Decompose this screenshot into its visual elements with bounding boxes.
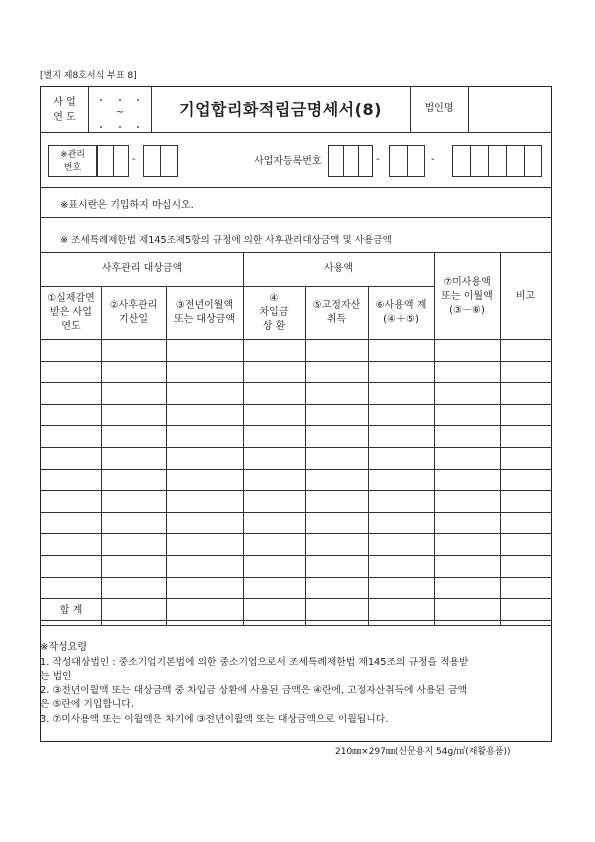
table-row-line <box>41 382 551 383</box>
notice-text: ※표시란은 기입하지 마십시오. <box>60 200 194 211</box>
form-tag: [별지 제8호서식 부표 8] <box>40 71 137 81</box>
header-col4-line2: 차입금 <box>259 307 289 318</box>
instruction-3: 3. ⑦미사용액 또는 이월액은 차기에 ③전년이월액 또는 대상금액으로 이월됩니다. <box>40 714 389 725</box>
mgmt-number-label: ※관리 <box>60 150 85 160</box>
header-col3-line2: 또는 대상금액 <box>173 314 236 325</box>
header-col1: ①실제감면 <box>47 293 95 304</box>
header-col6-line2: (④＋⑤) <box>383 314 419 325</box>
corp-name-field[interactable] <box>469 88 551 132</box>
table-row-line <box>41 490 551 491</box>
header-col4-line3: 상 환 <box>262 321 286 332</box>
header-col5: ⑤고정자산 <box>312 300 361 311</box>
biz-reg-dash-1: - <box>376 154 380 165</box>
table-row-line <box>41 425 551 426</box>
table-row-line <box>41 404 551 405</box>
header-col1-line2: 받은 사업 <box>50 307 92 318</box>
table-row-line <box>41 447 551 448</box>
business-year-label: 사 업 <box>53 97 76 108</box>
header-col1-line3: 연도 <box>61 321 81 332</box>
instruction-2-line-1: 2. ③전년이월액 또는 대상금액 중 차입금 상환에 사용된 금액은 ④란에, 고정자산취득에 사용된 금액 <box>40 685 468 696</box>
business-year-label-2: 연 도 <box>53 112 76 123</box>
form-title: 기업합리화적립금명세서(8) <box>179 100 382 119</box>
total-label: 합 계 <box>59 605 83 616</box>
header-col2: ②사후관리 <box>109 300 158 311</box>
table-row-line <box>41 361 551 362</box>
form-frame <box>40 86 552 742</box>
header-col7-line2: 또는 이월액 <box>441 291 493 302</box>
header-col5-line2: 취득 <box>326 314 347 325</box>
section-title: ※ 조세특례제한법 제145조제5항의 규정에 의한 사후관리대상금액 및 사용금액 <box>60 235 392 246</box>
table-row-line <box>41 555 551 556</box>
mgmt-dash: - <box>132 154 136 165</box>
instructions-heading: ※작성요령 <box>40 642 88 653</box>
mgmt-number-label-2: 번호 <box>63 163 82 173</box>
table-row-line <box>41 620 551 621</box>
table-top-border <box>41 252 551 253</box>
header-col3: ③전년이월액 <box>175 300 234 311</box>
biz-reg-dash-2: - <box>431 154 435 165</box>
biz-reg-field-1[interactable] <box>328 145 373 177</box>
header-post-mgmt-amount: 사후관리 대상금액 <box>101 263 183 274</box>
table-row-line <box>41 577 551 578</box>
corp-name-label: 법인명 <box>424 103 454 114</box>
paper-spec-footer: 210㎜×297㎜(신문용지 54g/㎡(재활용품)) <box>335 747 511 757</box>
year-range-tilde: ~ <box>115 107 125 118</box>
table-row-line <box>41 512 551 513</box>
instruction-2-line-2: 은 ⑤란에 기입합니다. <box>40 699 134 710</box>
table-row-line <box>41 533 551 534</box>
header-col6: ⑥사용액 계 <box>375 300 427 311</box>
header-usage-amount: 사용액 <box>324 263 353 274</box>
header-col7-unused: ⑦미사용액 <box>443 277 491 288</box>
biz-reg-number-label: 사업자등록번호 <box>254 156 322 167</box>
header-col7-line3: (③－⑥) <box>449 305 485 316</box>
header-col4: ④ <box>269 293 279 304</box>
header-col8-remarks: 비고 <box>515 291 536 302</box>
header-col2-line2: 기산일 <box>119 314 148 325</box>
table-row-line <box>41 598 551 599</box>
table-row-line <box>41 469 551 470</box>
biz-reg-field-3[interactable] <box>452 145 542 177</box>
instruction-1-line-1: 1. 작성대상법인 : 중소기업기본법에 의한 중소기업으로서 조세특례제한법 제145조의 규정을 적용받 <box>40 657 469 668</box>
instruction-1-line-2: 는 법인 <box>40 671 72 682</box>
